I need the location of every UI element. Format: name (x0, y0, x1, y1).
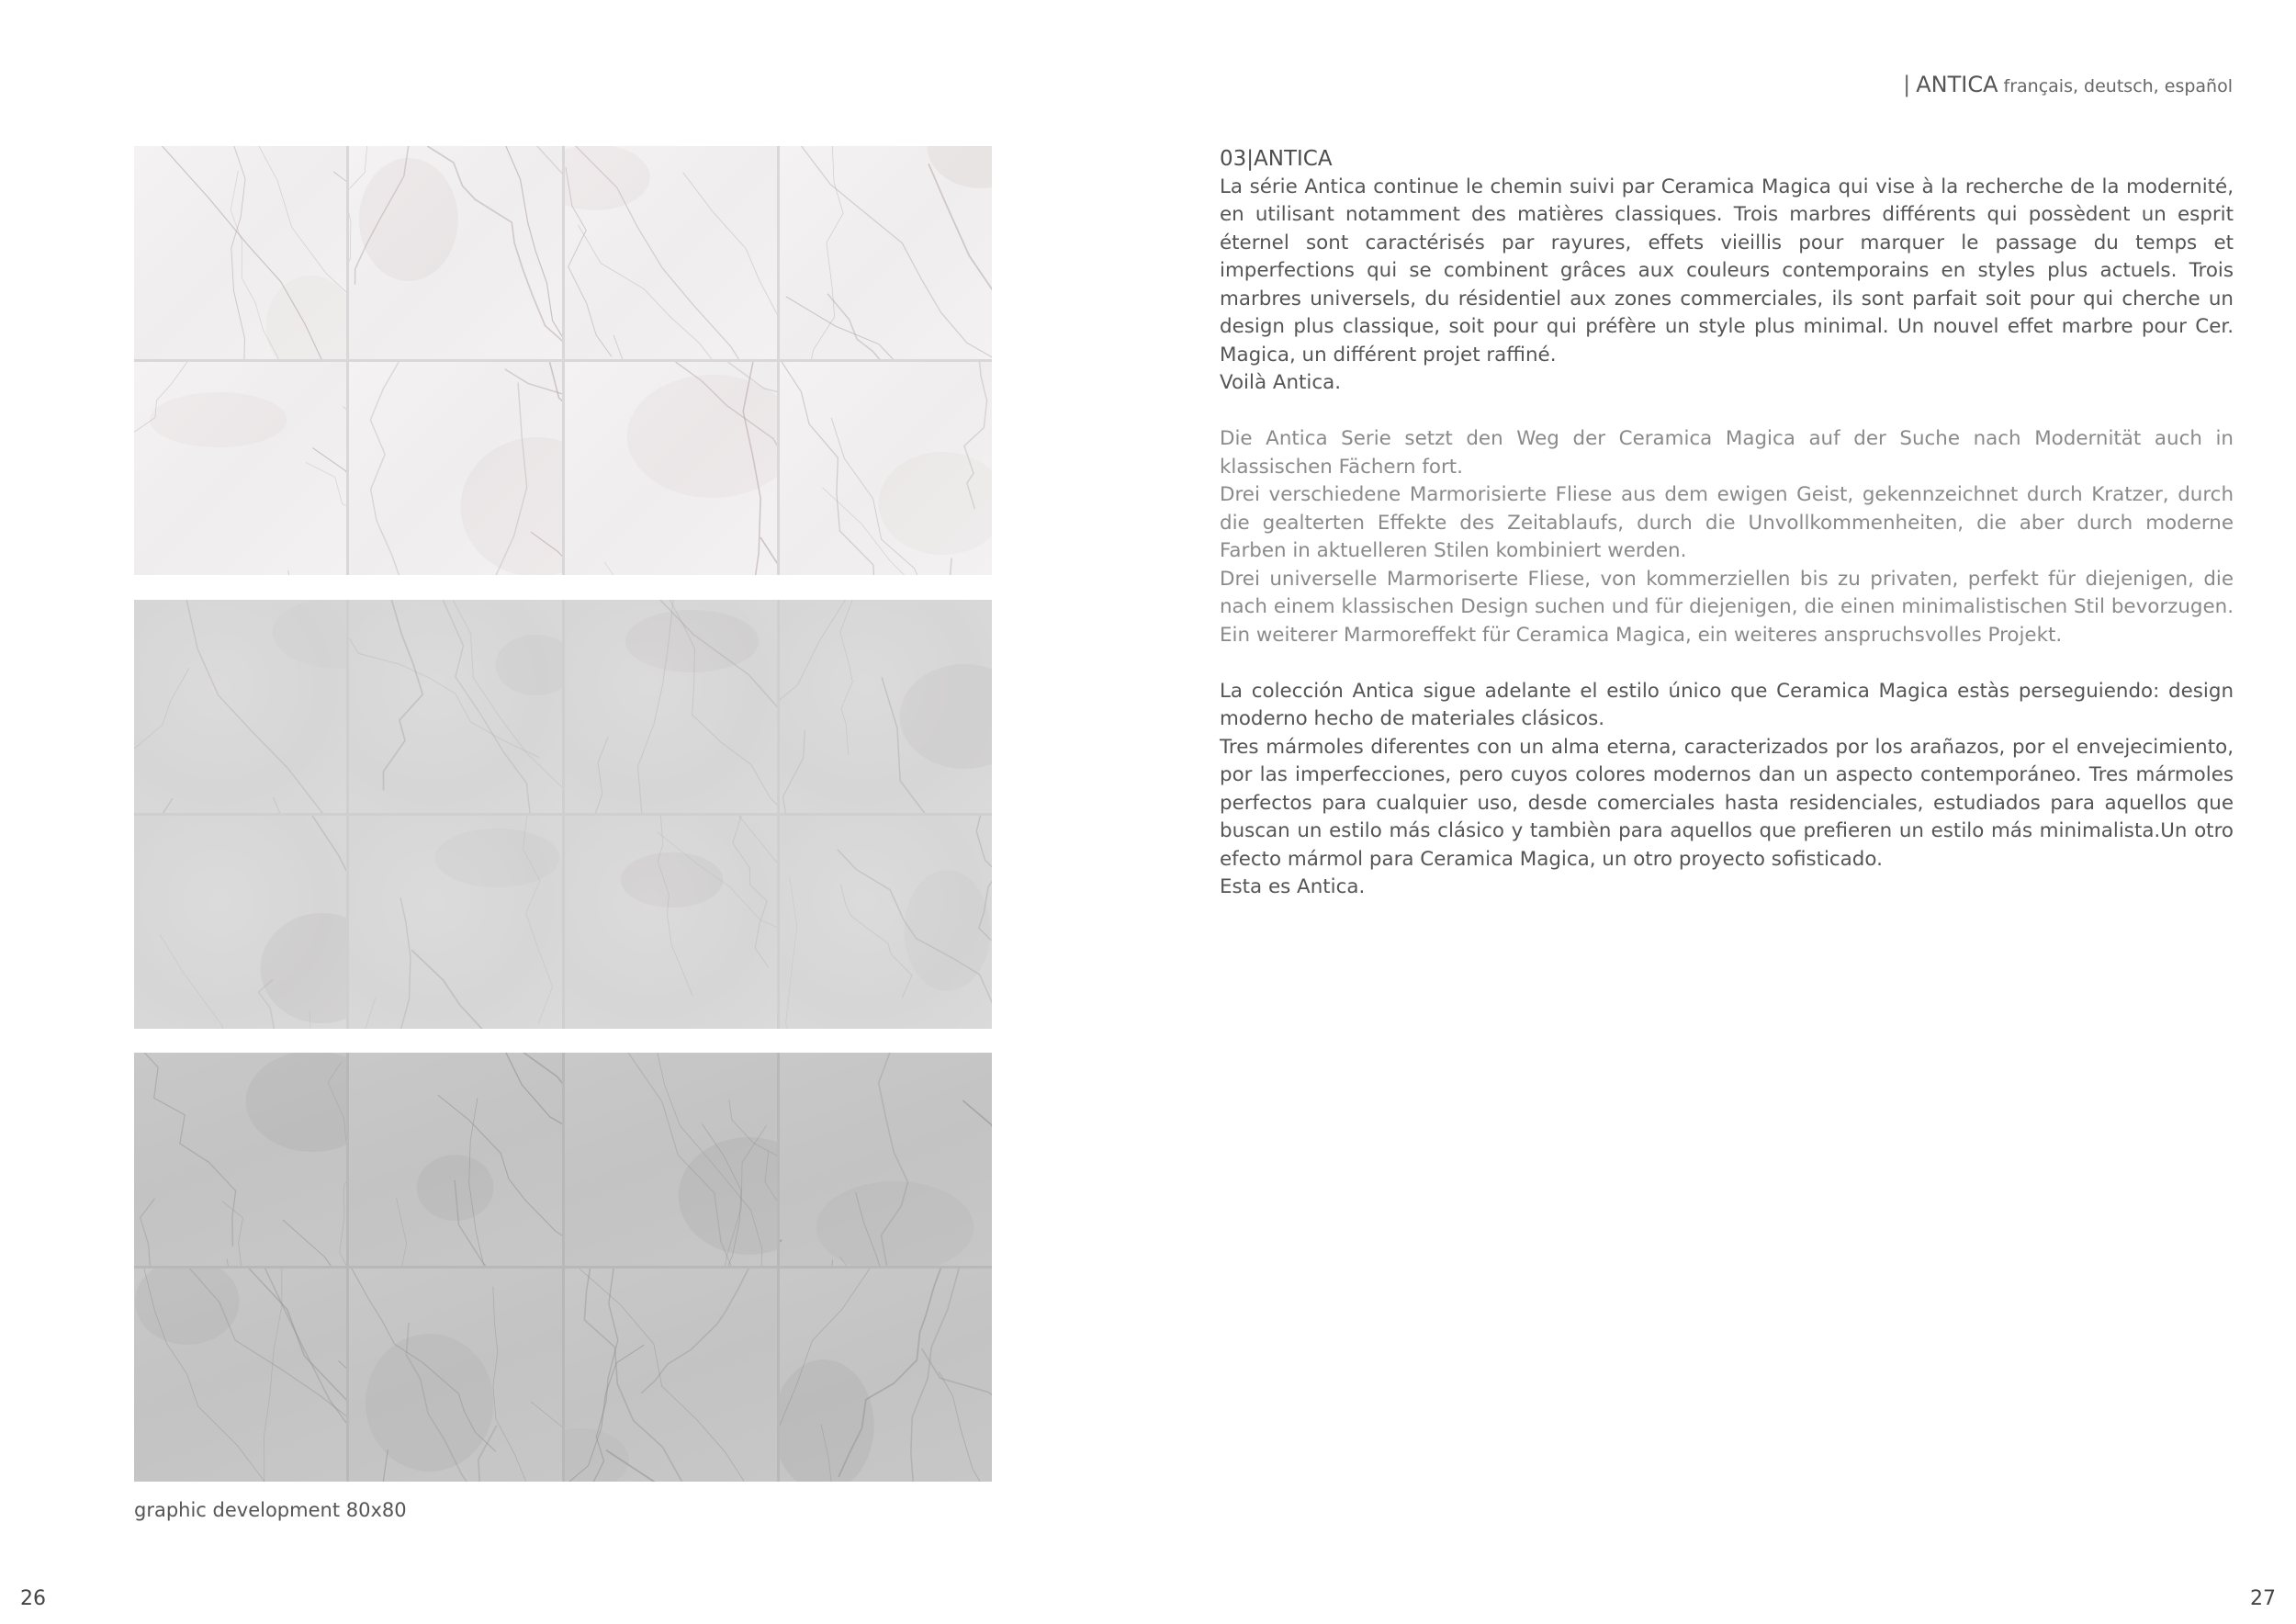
marble-tile (349, 816, 561, 1029)
image-caption: graphic development 80x80 (134, 1499, 407, 1521)
marble-tile (780, 1053, 992, 1266)
marble-tile (134, 146, 346, 359)
marble-tile (134, 1269, 346, 1482)
marble-tile (349, 146, 561, 359)
marble-tile (349, 1269, 561, 1482)
marble-tile (565, 1053, 777, 1266)
marble-tile (565, 600, 777, 813)
marble-tile (134, 1053, 346, 1266)
marble-tile (565, 146, 777, 359)
french-body: La série Antica continue le chemin suivi par Ceramica Magica qui vise à la recherche de la modernité, en utilisant notamment des matières classiques. Trois marbres différents qui possèdent un esprit éternel sont caractérisés par rayures, effets vieillis pour marquer le passage du temps et imperfections qui se combinent grâces aux couleurs contemporains en styles plus actuels. Trois marbres universels, du résidentiel aux zones commerciales, ils sont parfait soit pour qui cherche un design plus classique, soit pour qui préfère un style plus minimal. Un nouvel effet marbre pour Cer. Magica, un différent projet raffiné. (1220, 175, 2234, 367)
marble-tile (780, 1269, 992, 1482)
marble-tile (349, 362, 561, 575)
german-paragraph-3: Drei universelle Marmoriserte Fliese, von kommerziellen bis zu privaten, perfekt für diejenigen, die nach einem klassischen Design suchen und für diejenigen, die einen minimalistischen Stil bevorzugen. Ein weiterer Marmoreffekt für Ceramica Magica, ein weiteres anspruchsvolles Projekt. (1220, 567, 2234, 647)
marble-tile (565, 1269, 777, 1482)
header-languages: français, deutsch, español (2003, 76, 2233, 96)
spanish-closing: Esta es Antica. (1220, 875, 1366, 898)
spanish-text (1220, 678, 2234, 902)
tile-swatch-white-marble (134, 146, 992, 575)
marble-tile (780, 146, 992, 359)
marble-tile (134, 600, 346, 813)
section-title: 03|ANTICA (1220, 147, 1333, 171)
tile-swatch-dark-marble (134, 1053, 992, 1482)
running-header (1903, 72, 2233, 97)
french-closing: Voilà Antica. (1220, 371, 1342, 394)
tile-swatch-grey-marble (134, 600, 992, 1029)
marble-tile (780, 816, 992, 1029)
french-text (1220, 174, 2234, 398)
marble-tile (780, 600, 992, 813)
german-text (1220, 425, 2234, 649)
marble-tile (565, 362, 777, 575)
marble-tile (134, 816, 346, 1029)
marble-tile (780, 362, 992, 575)
german-paragraph-2: Drei verschiedene Marmorisierte Fliese aus dem ewigen Geist, gekennzeichnet durch Kratzer, durch die gealterten Effekte des Zeitablaufs, durch die Unvollkommenheiten, die aber durch moderne Farben in aktuelleren Stilen kombiniert werden. (1220, 483, 2234, 562)
page-number-left: 26 (20, 1587, 46, 1610)
german-paragraph-1: Die Antica Serie setzt den Weg der Ceramica Magica auf der Suche nach Modernität auch in klassischen Fächern fort. (1220, 427, 2234, 479)
marble-tile (134, 362, 346, 575)
header-separator: | (1903, 72, 1911, 97)
page-number-right: 27 (2250, 1587, 2276, 1610)
article-column (1220, 145, 2234, 930)
marble-tile (565, 816, 777, 1029)
marble-tile (349, 1053, 561, 1266)
marble-tile (349, 600, 561, 813)
spanish-paragraph-1: La colección Antica sigue adelante el estilo único que Ceramica Magica estàs perseguiendo: design moderno hecho de materiales clásicos. (1220, 679, 2234, 730)
header-series-name: ANTICA (1916, 72, 1998, 97)
spanish-paragraph-2: Tres mármoles diferentes con un alma eterna, caracterizados por los arañazos, por el envejecimiento, por las imperfecciones, pero cuyos colores modernos dan un aspecto contemporáneo. Tres mármoles perfectos para cualquier uso, desde comerciales hasta residenciales, estudiados para aquellos que buscan un estilo más clásico y tambièn para aquellos que prefieren un estilo más minimalista.Un otro efecto mármol para Ceramica Magica, un otro proyecto sofisticado. (1220, 735, 2234, 871)
